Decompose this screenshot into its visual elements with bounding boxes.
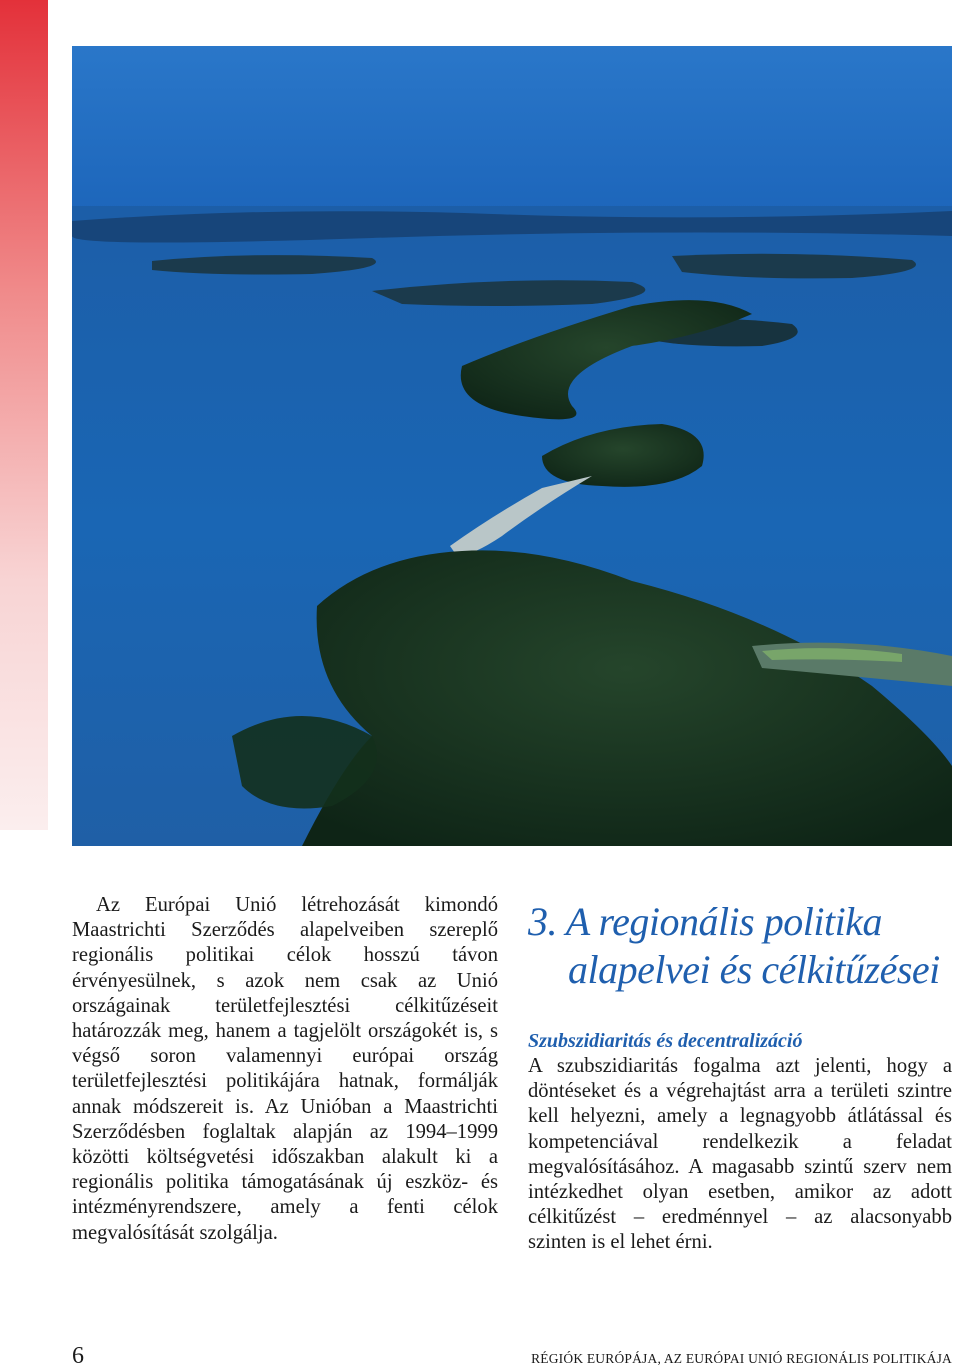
section-heading	[528, 898, 958, 994]
aerial-lake-illustration	[72, 46, 952, 846]
decorative-red-strip	[0, 0, 48, 830]
section-heading-line1: 3. A regionális politika	[528, 899, 882, 944]
intro-paragraph: Az Európai Unió létrehozását kimondó Maastrichti Szerződés alapelveiben szereplő regionális politikai célok hosszú távon érvényesülnek, s azok nem csak az Unió országainak területfejlesztési célkitűzéseit határozzák meg, hanem a tagjelölt országokét is, s végső soron valamennyi európai ország területfejlesztési politikájára hatnak, formálják annak módszereit is. Az Unióban a Maastrichti Szerződésben foglaltak alapján az 1994–1999 közötti költségvetési időszakban alakult ki a regionális politika támogatásának új eszköz- és intézményrendszere, amely a fenti célok megvalósítását szolgálja.	[72, 894, 498, 1244]
section-subheading: Szubszidiaritás és decentralizáció	[528, 1030, 803, 1052]
aerial-lake-photo	[72, 46, 952, 846]
section-body-paragraph: A szubszidiaritás fogalma azt jelenti, hogy a döntéseket és a végrehajtást arra a területi szintre kell helyezni, amely a legnagyobb átlátással és kompetenciával rendelkezik a feladat megvalósításához. A magasabb szintű szerv nem intézkedhet olyan esetben, amikor az adott célkitűzést – eredménnyel – az alacsonyabb szinten is el lehet érni.	[528, 1055, 952, 1254]
page-number: 6	[72, 1343, 84, 1369]
section-heading-line2: alapelvei és célkitűzései	[568, 947, 940, 992]
running-footer: RÉGIÓK EURÓPÁJA, AZ EURÓPAI UNIÓ REGIONÁLIS POLITIKÁJA	[531, 1351, 952, 1366]
